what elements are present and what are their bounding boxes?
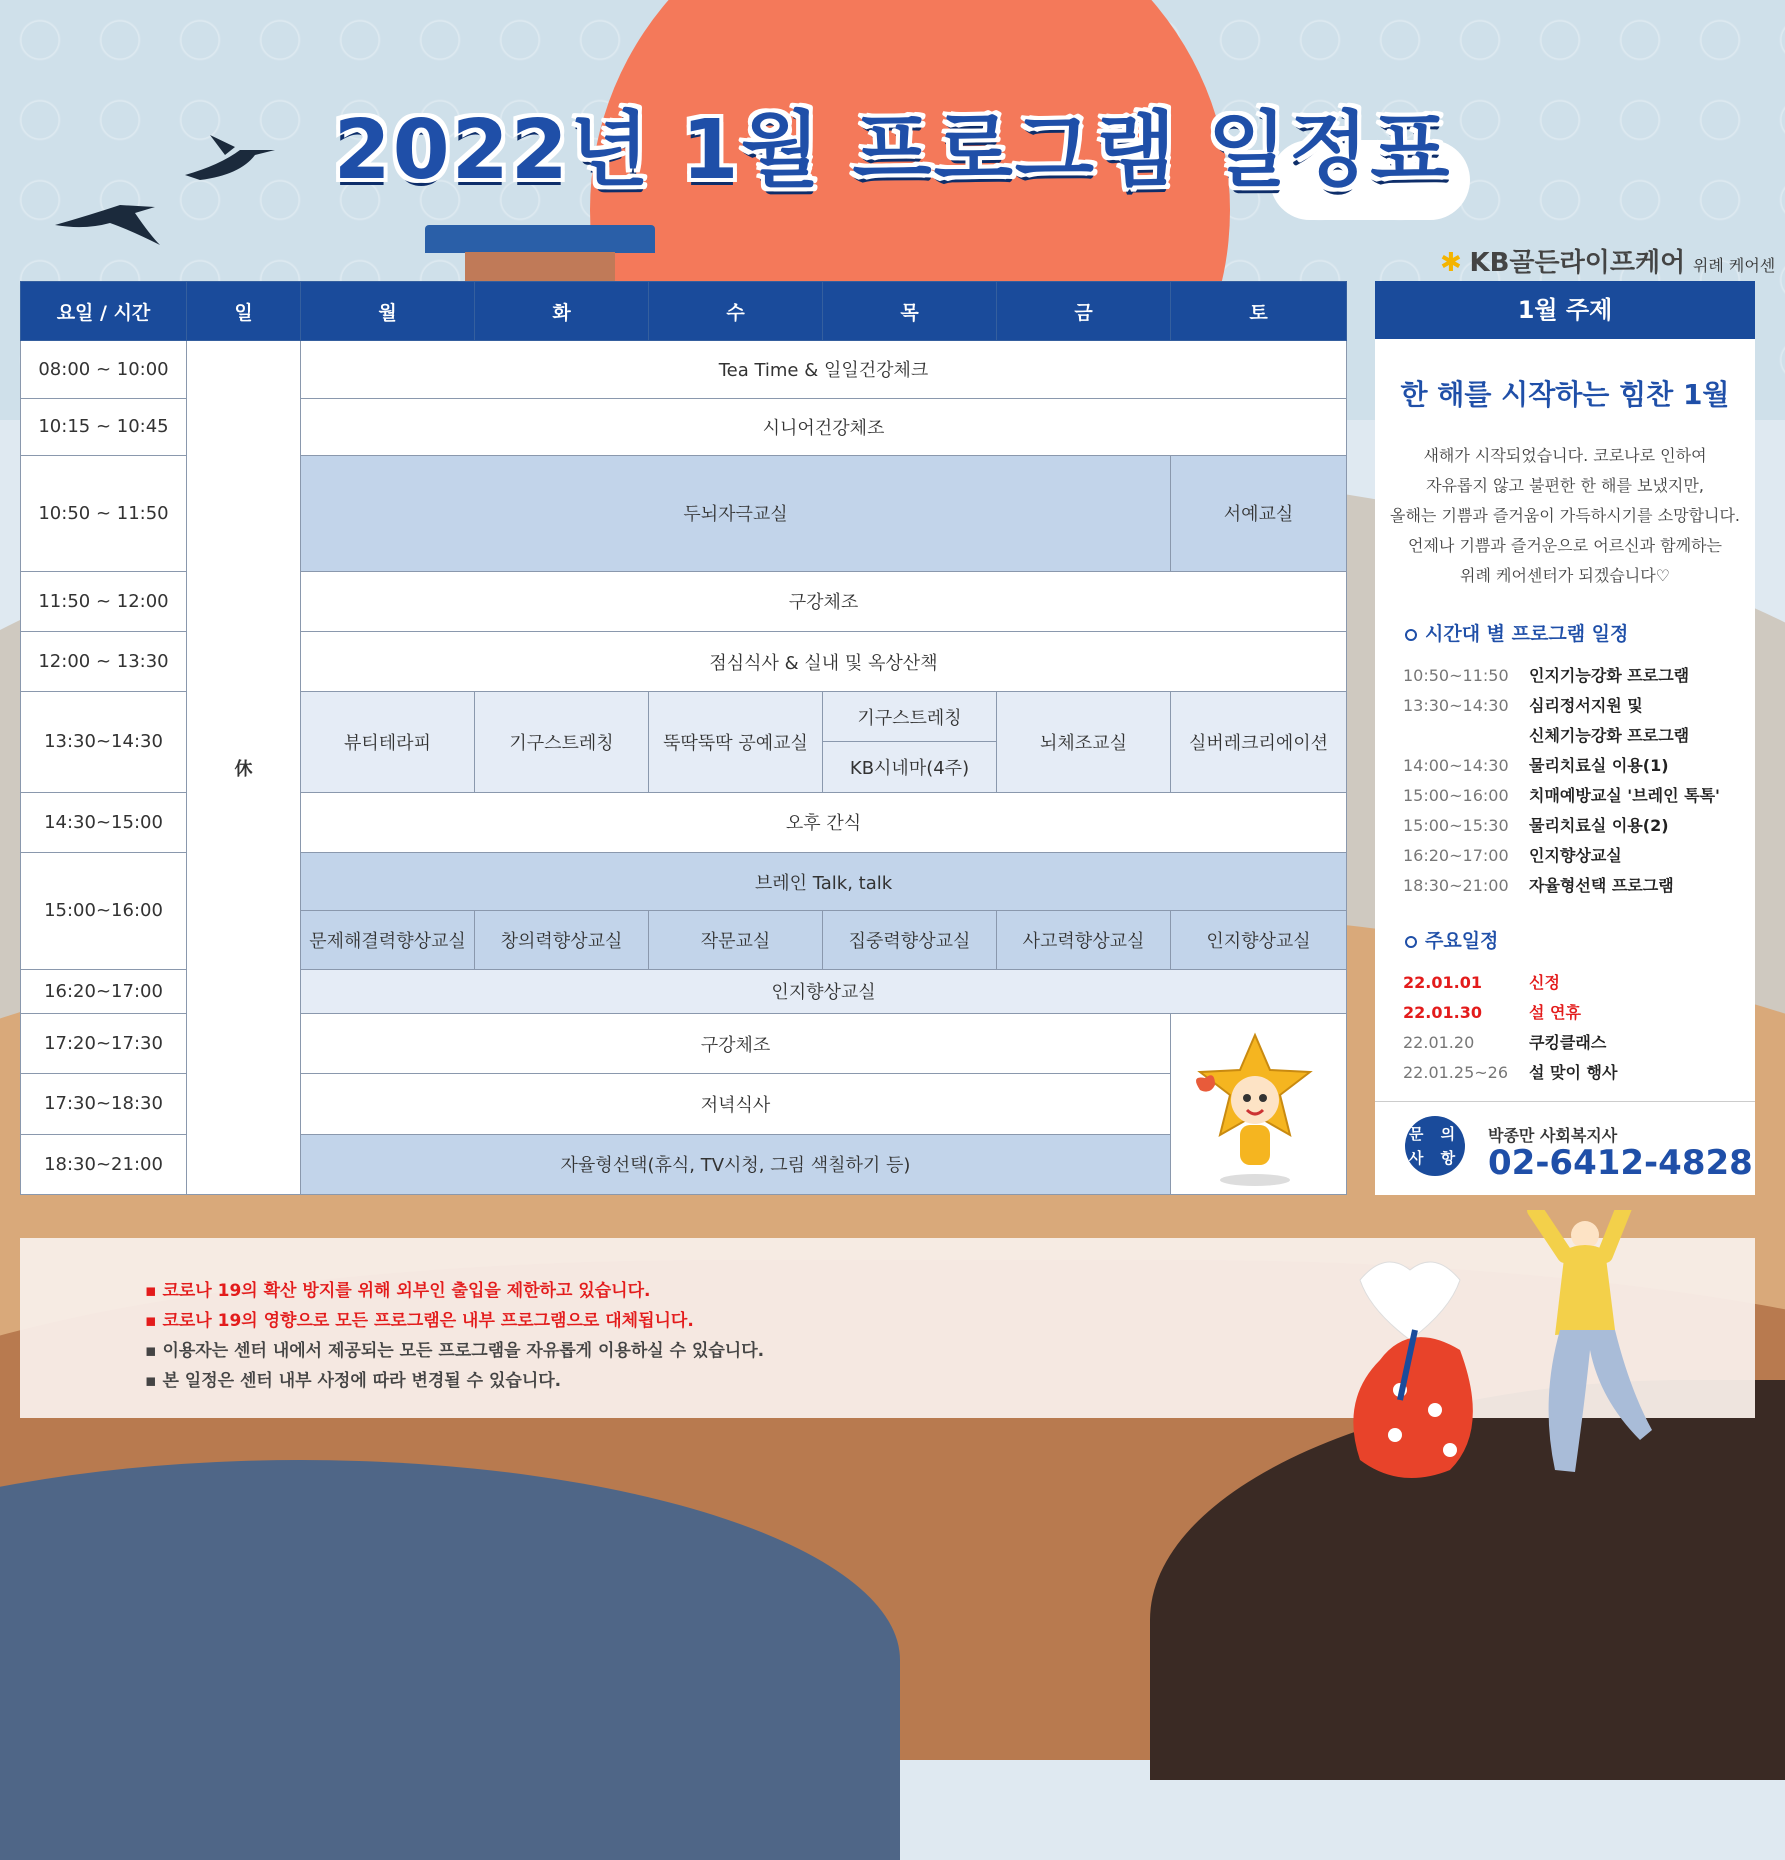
program-cell: 창의력향상교실 — [475, 911, 649, 969]
palace-roof-decoration — [425, 225, 655, 253]
list-time: 14:00~14:30 — [1403, 756, 1509, 775]
header-cell: 요일 / 시간 — [21, 282, 187, 341]
sunday-holiday: 休 — [187, 341, 301, 1195]
program-cell: 저녁식사 — [301, 1074, 1171, 1134]
theme-line: 언제나 기쁨과 즐거운으로 어르신과 함께하는 — [1407, 536, 1722, 555]
table-header-row — [21, 282, 1347, 341]
circle-bullet-icon — [1405, 629, 1417, 641]
panel-header: 1월 주제 — [1375, 281, 1755, 339]
list-name: 인지향상교실 — [1529, 846, 1622, 865]
notice-item: ▪ 코로나 19의 확산 방지를 위해 외부인 출입을 제한하고 있습니다. — [145, 1276, 1755, 1306]
list-item — [1403, 721, 1753, 751]
list-name: 자율형선택 프로그램 — [1529, 876, 1674, 895]
contact-name: 박종만 사회복지사 — [1488, 1126, 1618, 1145]
time-cell: 17:20~17:30 — [21, 1013, 187, 1073]
contact-label: 문 의 — [1408, 1125, 1462, 1143]
event-date: 22.01.01 — [1403, 973, 1482, 992]
header-cell: 토 — [1171, 282, 1347, 341]
event-name: 쿠킹클래스 — [1529, 1033, 1607, 1052]
program-cell: 자율형선택(휴식, TV시청, 그림 색칠하기 등) — [301, 1134, 1171, 1194]
program-cell: 구강체조 — [301, 1013, 1171, 1073]
event-date: 22.01.20 — [1403, 1033, 1475, 1052]
list-time: 18:30~21:00 — [1403, 876, 1509, 895]
time-cell: 10:50 ~ 11:50 — [21, 455, 187, 571]
program-cell: 작문교실 — [649, 911, 823, 969]
program-cell: 기구스트레칭 — [823, 692, 997, 742]
event-name: 설 연휴 — [1529, 1003, 1581, 1022]
theme-description — [1375, 441, 1755, 591]
brand-name: KB골든라이프케어 — [1469, 248, 1686, 278]
list-time: 10:50~11:50 — [1403, 666, 1509, 685]
program-cell: 오후 간식 — [301, 792, 1347, 852]
list-item — [1403, 751, 1753, 781]
time-cell: 15:00~16:00 — [21, 853, 187, 970]
monthly-theme-panel — [1375, 281, 1755, 1195]
event-name: 신정 — [1529, 973, 1560, 992]
program-cell: 구강체조 — [301, 571, 1347, 631]
divider — [1375, 1101, 1755, 1102]
center-name: 위례 케어센 — [1692, 256, 1776, 275]
list-item — [1403, 691, 1753, 721]
list-name: 심리정서지원 및 — [1529, 696, 1643, 715]
palace-building-decoration — [465, 252, 615, 282]
list-name: 치매예방교실 '브레인 톡톡' — [1529, 786, 1720, 805]
program-cell: 시니어건강체조 — [301, 398, 1347, 455]
time-cell: 11:50 ~ 12:00 — [21, 571, 187, 631]
program-cell: 두뇌자극교실 — [301, 455, 1171, 571]
program-cell: 서예교실 — [1171, 455, 1347, 571]
time-cell: 08:00 ~ 10:00 — [21, 341, 187, 398]
hanbok-couple-icon — [1340, 1210, 1680, 1510]
program-cell: 뇌체조교실 — [997, 692, 1171, 793]
program-cell: 문제해결력향상교실 — [301, 911, 475, 969]
list-time: 15:00~16:00 — [1403, 786, 1509, 805]
theme-line: 자유롭지 않고 불편한 한 해를 보냈지만, — [1426, 476, 1704, 495]
list-item — [1403, 811, 1753, 841]
events-section-title — [1405, 926, 1498, 953]
time-cell: 10:15 ~ 10:45 — [21, 398, 187, 455]
program-cell: 기구스트레칭 — [475, 692, 649, 793]
program-cell: 브레인 Talk, talk — [301, 853, 1347, 911]
time-cell: 12:00 ~ 13:30 — [21, 631, 187, 691]
event-name: 설 맞이 행사 — [1529, 1063, 1618, 1082]
list-item — [1403, 841, 1753, 871]
star-mascot-icon — [1185, 1030, 1325, 1190]
event-date: 22.01.30 — [1403, 1003, 1482, 1022]
time-cell: 14:30~15:00 — [21, 792, 187, 852]
page-title: 2022년 1월 프로그램 일정표 — [333, 103, 1452, 198]
event-date: 22.01.25~26 — [1403, 1063, 1509, 1082]
time-cell: 18:30~21:00 — [21, 1134, 187, 1194]
theme-line: 올해는 기쁨과 즐거움이 가득하시기를 소망합니다. — [1389, 506, 1740, 525]
list-item — [1403, 968, 1753, 998]
contact-badge — [1405, 1116, 1465, 1176]
section-title-text: 주요일정 — [1425, 930, 1499, 952]
program-cell: Tea Time & 일일건강체크 — [301, 341, 1347, 398]
program-cell: 인지향상교실 — [1171, 911, 1347, 969]
list-time: 15:00~15:30 — [1403, 816, 1509, 835]
bird-icon — [50, 195, 160, 255]
list-item — [1403, 661, 1753, 691]
time-cell: 13:30~14:30 — [21, 692, 187, 793]
schedule-table — [20, 281, 1346, 1195]
list-name: 신체기능강화 프로그램 — [1529, 726, 1690, 745]
theme-title: 한 해를 시작하는 힘찬 1월 — [1400, 378, 1730, 411]
program-list — [1403, 661, 1753, 901]
kb-star-icon: ✱ — [1440, 248, 1462, 278]
theme-line: 새해가 시작되었습니다. 코로나로 인하여 — [1423, 446, 1707, 465]
notice-item: ▪ 이용자는 센터 내에서 제공되는 모든 프로그램을 자유롭게 이용하실 수 있습니다. — [145, 1336, 1755, 1366]
program-cell: 뚝딱뚝딱 공예교실 — [649, 692, 823, 793]
contact-phone[interactable]: 02-6412-4828 — [1488, 1143, 1753, 1183]
contact-label: 사 항 — [1408, 1149, 1462, 1167]
program-section-title — [1405, 619, 1628, 646]
header-cell: 목 — [823, 282, 997, 341]
theme-line: 위례 케어센터가 되겠습니다♡ — [1460, 566, 1670, 585]
header-cell: 일 — [187, 282, 301, 341]
table-row — [21, 341, 1347, 398]
list-item — [1403, 871, 1753, 901]
list-name: 물리치료실 이용(2) — [1529, 816, 1669, 835]
notice-item: ▪ 본 일정은 센터 내부 사정에 따라 변경될 수 있습니다. — [145, 1366, 1755, 1396]
events-list — [1403, 968, 1753, 1088]
list-time: 16:20~17:00 — [1403, 846, 1509, 865]
list-time — [1403, 721, 1529, 751]
program-cell: 실버레크리에이션 — [1171, 692, 1347, 793]
list-item — [1403, 781, 1753, 811]
header-cell: 월 — [301, 282, 475, 341]
program-cell: KB시네마(4주) — [823, 742, 997, 792]
circle-bullet-icon — [1405, 936, 1417, 948]
notice-item: ▪ 코로나 19의 영향으로 모든 프로그램은 내부 프로그램으로 대체됩니다. — [145, 1306, 1755, 1336]
header-cell: 수 — [649, 282, 823, 341]
program-cell: 인지향상교실 — [301, 969, 1347, 1013]
time-cell: 17:30~18:30 — [21, 1074, 187, 1134]
program-cell: 점심식사 & 실내 및 옥상산책 — [301, 631, 1347, 691]
list-name: 인지기능강화 프로그램 — [1529, 666, 1690, 685]
time-cell: 16:20~17:00 — [21, 969, 187, 1013]
list-item — [1403, 1028, 1753, 1058]
header-cell: 금 — [997, 282, 1171, 341]
program-cell: 사고력향상교실 — [997, 911, 1171, 969]
section-title-text: 시간대 별 프로그램 일정 — [1425, 623, 1629, 645]
program-cell: 집중력향상교실 — [823, 911, 997, 969]
list-name: 물리치료실 이용(1) — [1529, 756, 1669, 775]
header-cell: 화 — [475, 282, 649, 341]
program-cell: 뷰티테라피 — [301, 692, 475, 793]
list-item — [1403, 998, 1753, 1028]
list-item — [1403, 1058, 1753, 1088]
list-time: 13:30~14:30 — [1403, 696, 1509, 715]
